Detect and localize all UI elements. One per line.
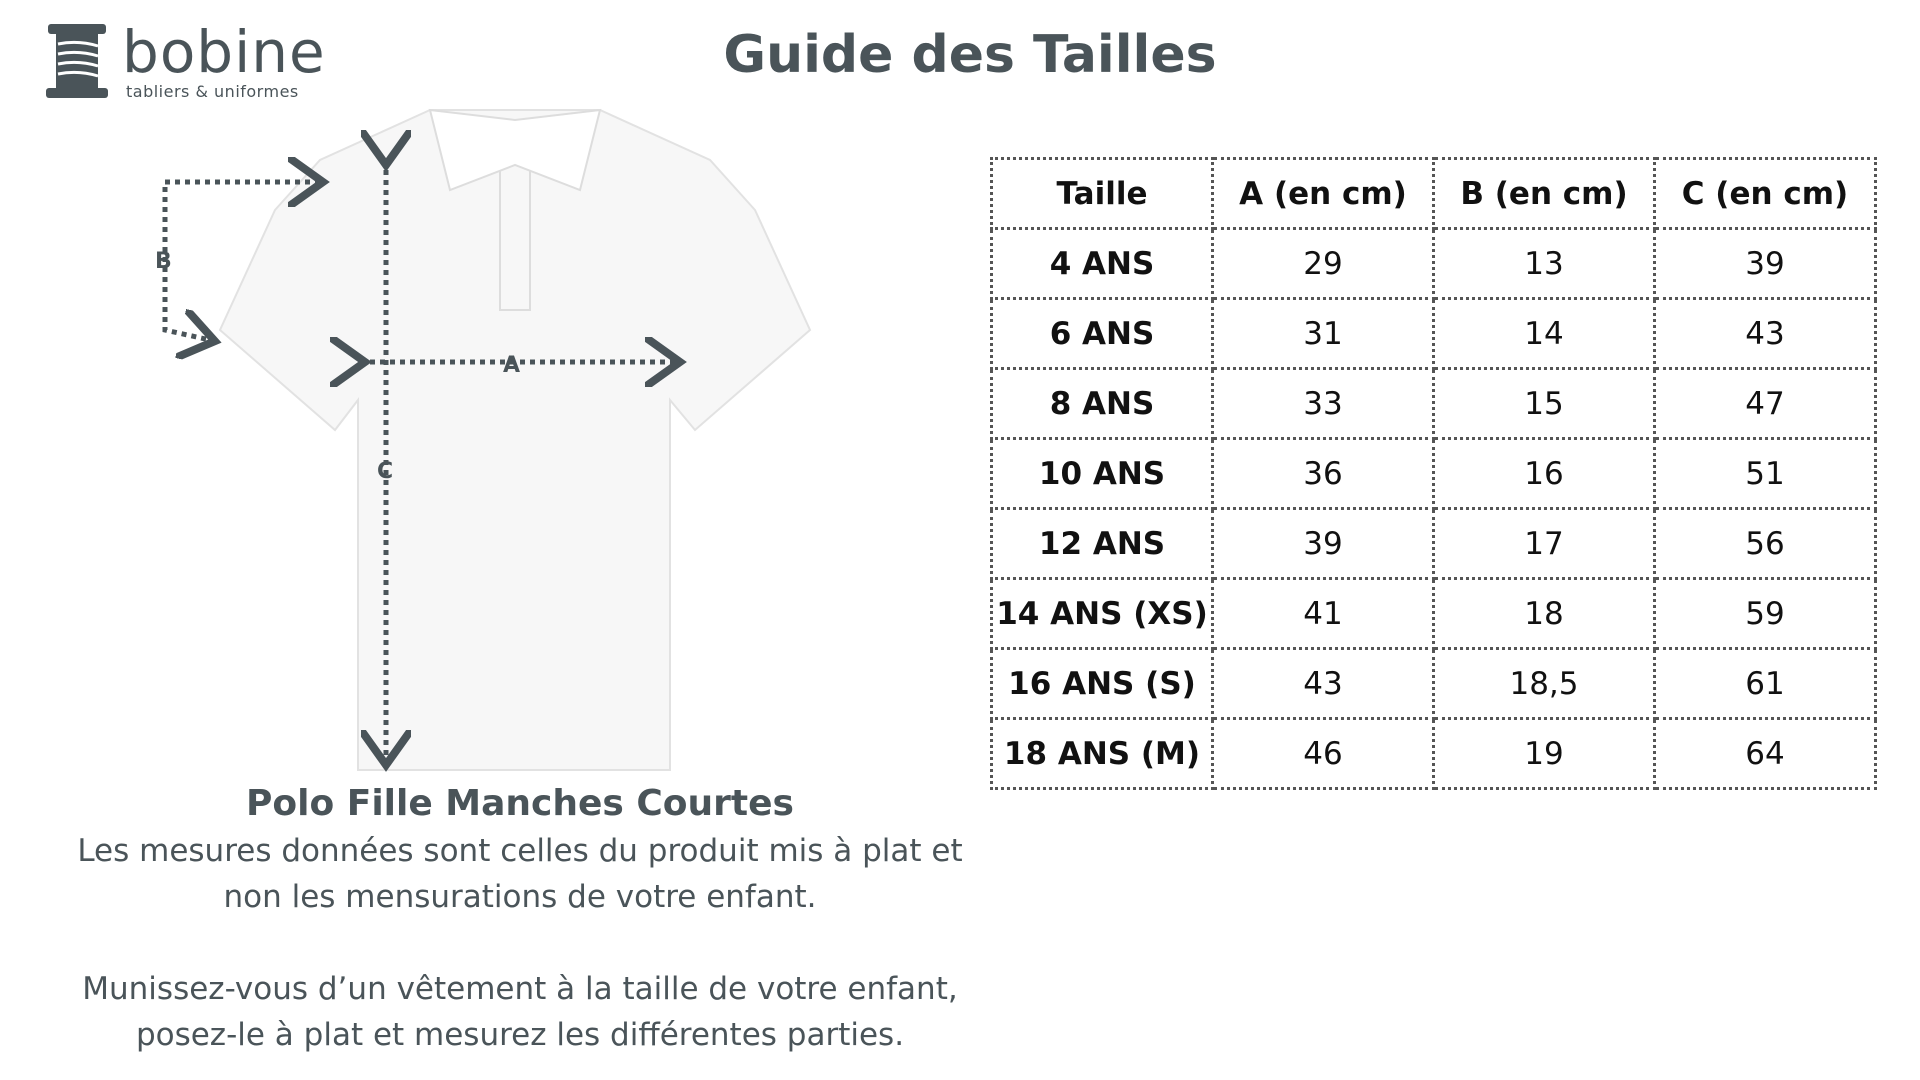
shirt-body bbox=[220, 110, 810, 770]
cell-c: 51 bbox=[1655, 439, 1876, 509]
cell-b: 19 bbox=[1434, 719, 1655, 789]
header-c: C (en cm) bbox=[1655, 159, 1876, 229]
cell-c: 59 bbox=[1655, 579, 1876, 649]
polo-shirt-diagram bbox=[150, 100, 840, 790]
cell-a: 43 bbox=[1213, 649, 1434, 719]
measure-c-label: C bbox=[377, 459, 394, 484]
cell-size: 4 ANS bbox=[992, 229, 1213, 299]
brand-tagline: tabliers & uniformes bbox=[126, 82, 299, 101]
brand-name: bobine bbox=[122, 18, 326, 86]
header-b: B (en cm) bbox=[1434, 159, 1655, 229]
cell-size: 18 ANS (M) bbox=[992, 719, 1213, 789]
cell-c: 56 bbox=[1655, 509, 1876, 579]
measurement-note bbox=[20, 828, 1020, 920]
table-row bbox=[992, 509, 1876, 579]
table-header-row bbox=[992, 159, 1876, 229]
cell-b: 18,5 bbox=[1434, 649, 1655, 719]
table-row bbox=[992, 649, 1876, 719]
cell-b: 13 bbox=[1434, 229, 1655, 299]
measure-b-label: B bbox=[155, 249, 172, 274]
header-size: Taille bbox=[992, 159, 1213, 229]
cell-size: 14 ANS (XS) bbox=[992, 579, 1213, 649]
cell-size: 12 ANS bbox=[992, 509, 1213, 579]
cell-b: 16 bbox=[1434, 439, 1655, 509]
note-line: non les mensurations de votre enfant. bbox=[223, 879, 817, 915]
cell-b: 17 bbox=[1434, 509, 1655, 579]
note-line: posez-le à plat et mesurez les différentes parties. bbox=[135, 1017, 905, 1053]
cell-size: 10 ANS bbox=[992, 439, 1213, 509]
table-row bbox=[992, 229, 1876, 299]
product-name: Polo Fille Manches Courtes bbox=[246, 783, 794, 824]
measure-a-label: A bbox=[503, 353, 521, 378]
cell-c: 39 bbox=[1655, 229, 1876, 299]
cell-a: 36 bbox=[1213, 439, 1434, 509]
table-row bbox=[992, 719, 1876, 789]
cell-size: 8 ANS bbox=[992, 369, 1213, 439]
size-table bbox=[990, 157, 1877, 790]
cell-c: 61 bbox=[1655, 649, 1876, 719]
cell-c: 64 bbox=[1655, 719, 1876, 789]
brand-logo bbox=[44, 18, 326, 110]
measuring-instructions bbox=[20, 966, 1020, 1058]
cell-a: 31 bbox=[1213, 299, 1434, 369]
note-line: Munissez-vous d’un vêtement à la taille de votre enfant, bbox=[82, 971, 958, 1007]
note-line: Les mesures données sont celles du produit mis à plat et bbox=[77, 833, 963, 869]
cell-c: 47 bbox=[1655, 369, 1876, 439]
page-title: Guide des Tailles bbox=[723, 25, 1217, 85]
table-row bbox=[992, 299, 1876, 369]
table-row bbox=[992, 439, 1876, 509]
cell-a: 33 bbox=[1213, 369, 1434, 439]
cell-a: 46 bbox=[1213, 719, 1434, 789]
table-row bbox=[992, 579, 1876, 649]
table-row bbox=[992, 369, 1876, 439]
cell-a: 29 bbox=[1213, 229, 1434, 299]
cell-b: 18 bbox=[1434, 579, 1655, 649]
cell-c: 43 bbox=[1655, 299, 1876, 369]
cell-a: 41 bbox=[1213, 579, 1434, 649]
cell-b: 14 bbox=[1434, 299, 1655, 369]
spool-icon bbox=[44, 22, 114, 102]
cell-size: 6 ANS bbox=[992, 299, 1213, 369]
cell-a: 39 bbox=[1213, 509, 1434, 579]
cell-b: 15 bbox=[1434, 369, 1655, 439]
cell-size: 16 ANS (S) bbox=[992, 649, 1213, 719]
header-a: A (en cm) bbox=[1213, 159, 1434, 229]
